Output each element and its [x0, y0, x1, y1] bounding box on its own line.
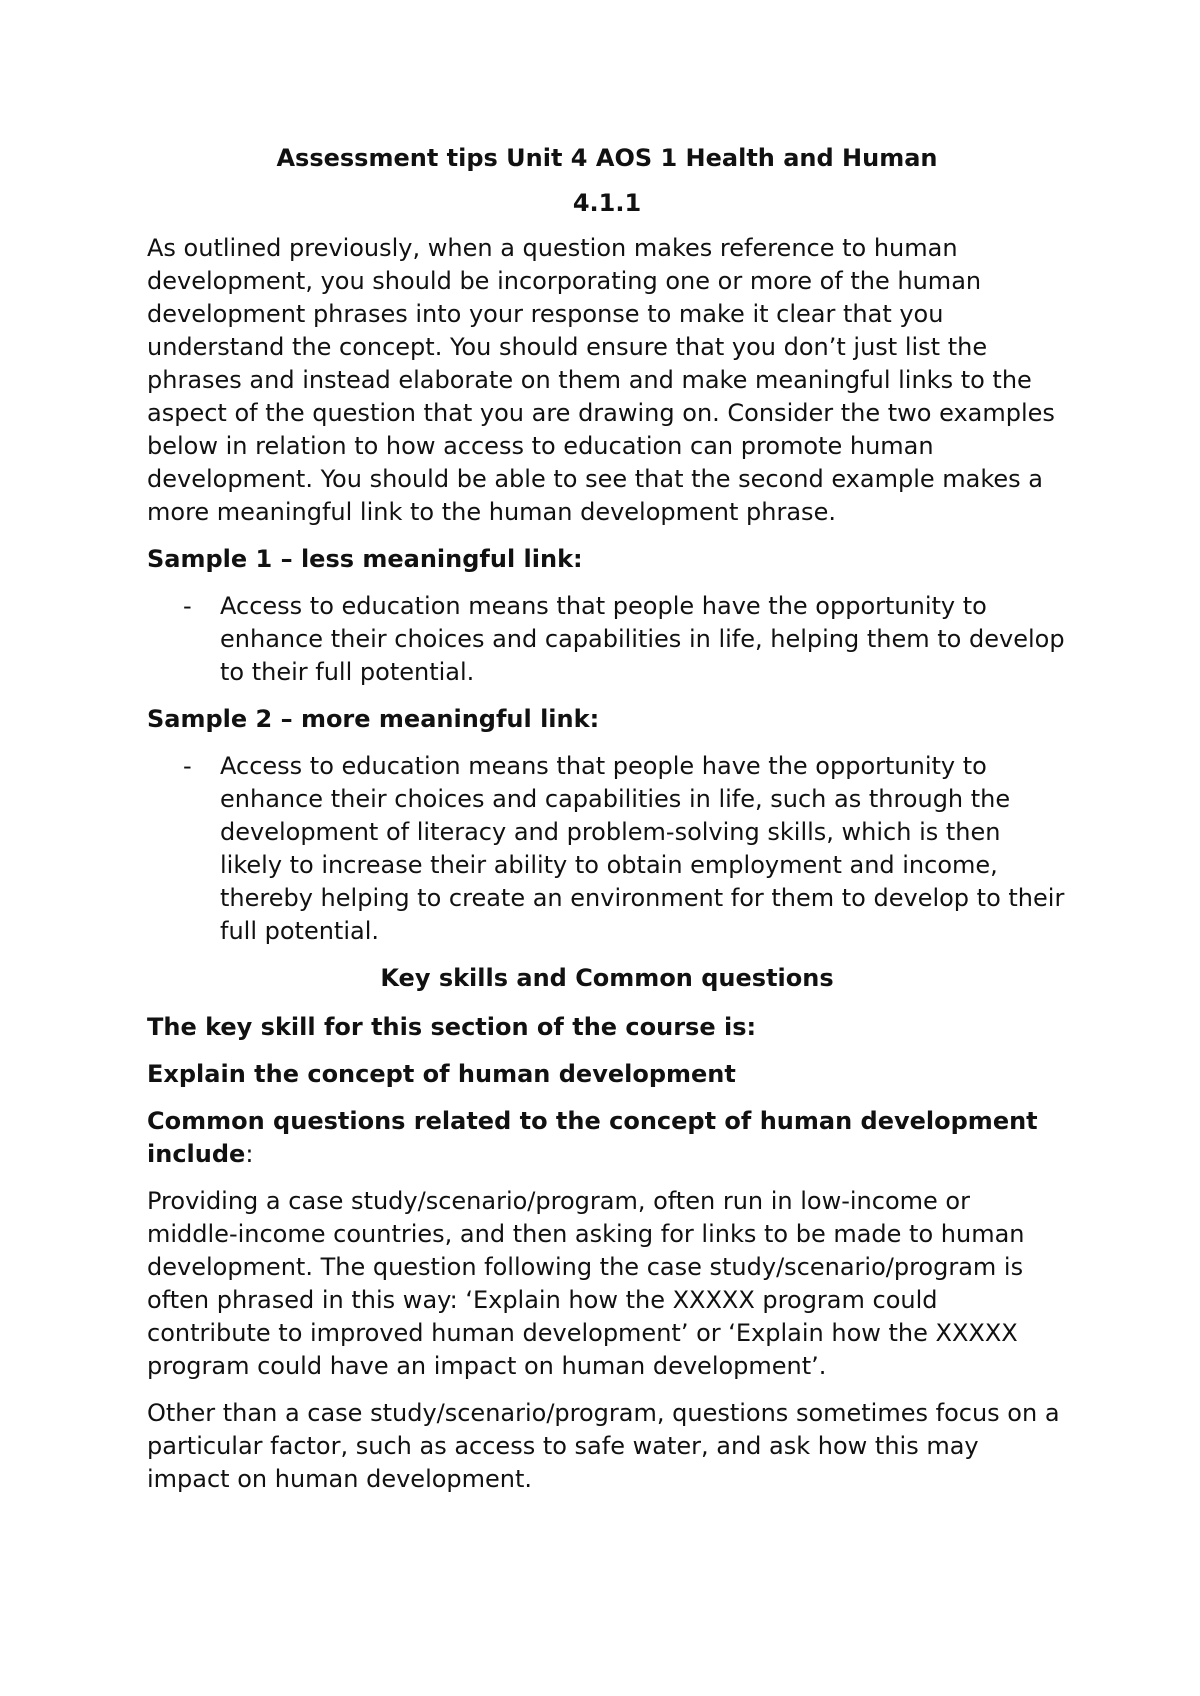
key-skills-heading: Key skills and Common questions: [380, 964, 834, 992]
common-questions-heading: [147, 1105, 1067, 1171]
sample-1-text: Access to education means that people have the opportunity to enhance their choices and capabilities in life, helping them to develop to their full potential.: [220, 592, 1065, 686]
sample-2-heading: Sample 2 – more meaningful link:: [147, 705, 600, 733]
bullet-dash: -: [183, 592, 192, 620]
sample-1-heading: Sample 1 – less meaningful link:: [147, 545, 583, 573]
document-subtitle: 4.1.1: [572, 189, 642, 217]
common-questions-heading-text: Common questions related to the concept of human development include: [147, 1107, 1038, 1168]
sample-1-bullet: [147, 590, 1067, 689]
other-factor-paragraph: Other than a case study/scenario/program, questions sometimes focus on a particular factor, such as access to safe water, and ask how this may impact on human development.: [147, 1399, 1060, 1493]
intro-paragraph: As outlined previously, when a question makes reference to human development, you should be incorporating one or more of the human development phrases into your response to make it clear that you understand the concept. You should ensure that you don’t just list the phrases and instead elaborate on them and make meaningful links to the aspect of the question that you are drawing on. Consider the two examples below in relation to how access to education can promote human development. You should be able to see that the second example makes a more meaningful link to the human development phrase.: [147, 234, 1055, 526]
key-skill-intro: The key skill for this section of the course is:: [147, 1013, 757, 1041]
document-page: [147, 142, 1067, 1510]
key-skill: Explain the concept of human development: [147, 1060, 736, 1088]
sample-2-text: Access to education means that people have the opportunity to enhance their choices and capabilities in life, such as through the development of literacy and problem-solving skills, which is then likely to increase their ability to obtain employment and income, thereby helping to create an environment for them to develop to their full potential.: [220, 752, 1065, 945]
document-title: Assessment tips Unit 4 AOS 1 Health and Human: [276, 144, 938, 172]
common-questions-colon: :: [245, 1140, 254, 1168]
sample-2-bullet: [147, 750, 1067, 948]
case-study-paragraph: Providing a case study/scenario/program, often run in low-income or middle-income countries, and then asking for links to be made to human development. The question following the case study/scenario/program is often phrased in this way: ‘Explain how the XXXXX program could contribute to improved human development’ or ‘Explain how the XXXXX program could have an impact on human development’.: [147, 1187, 1025, 1380]
bullet-dash: -: [183, 752, 192, 780]
